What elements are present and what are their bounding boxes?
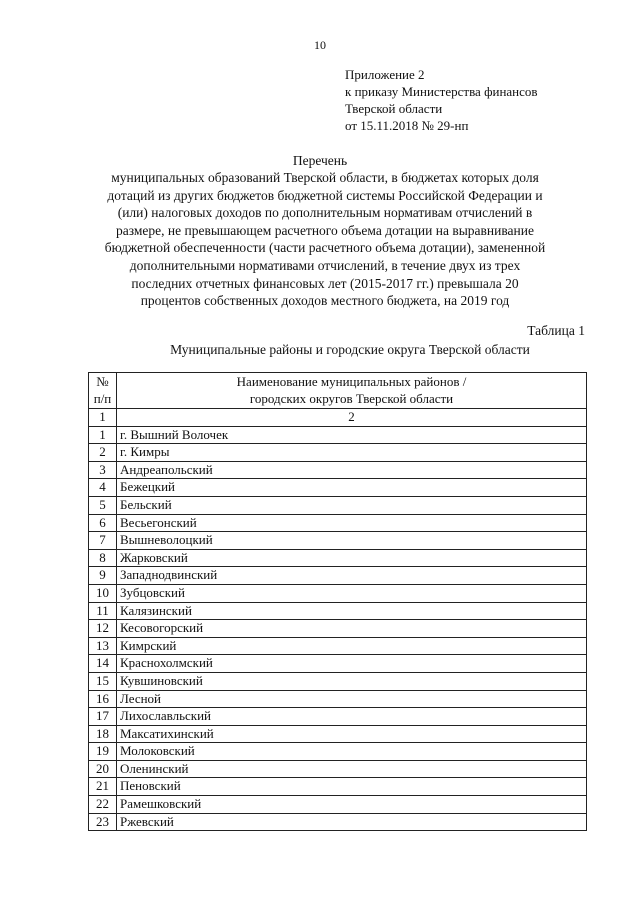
table-row bbox=[89, 813, 587, 831]
table-row bbox=[89, 796, 587, 814]
district-name-cell: Вышневолоцкий bbox=[117, 532, 587, 550]
district-name-cell: Лесной bbox=[117, 690, 587, 708]
table-row bbox=[89, 426, 587, 444]
row-number-cell: 1 bbox=[89, 426, 117, 444]
table-row bbox=[89, 479, 587, 497]
appendix-line: Тверской области bbox=[345, 101, 443, 116]
table-row bbox=[89, 514, 587, 532]
district-name-cell: Бельский bbox=[117, 496, 587, 514]
district-name-cell: Максатихинский bbox=[117, 725, 587, 743]
table-row bbox=[89, 708, 587, 726]
row-number-cell: 18 bbox=[89, 725, 117, 743]
table-row bbox=[89, 602, 587, 620]
title-body-line: (или) налоговых доходов по дополнительным нормативам отчислений в bbox=[117, 205, 533, 221]
table-row bbox=[89, 532, 587, 550]
header-name-line: Наименование муниципальных районов / bbox=[236, 374, 467, 389]
row-number-cell: 2 bbox=[89, 444, 117, 462]
table-row bbox=[89, 620, 587, 638]
row-number-cell: 3 bbox=[89, 461, 117, 479]
document-title: Перечень bbox=[292, 153, 348, 168]
column-number-row bbox=[89, 409, 587, 427]
table-header-row bbox=[89, 373, 587, 409]
row-number-cell: 14 bbox=[89, 655, 117, 673]
row-number-cell: 23 bbox=[89, 813, 117, 831]
district-name-cell: Кесовогорский bbox=[117, 620, 587, 638]
title-body-line: бюджетной обеспеченности (части расчетного объема дотации), замененной bbox=[104, 240, 546, 256]
header-number-cell bbox=[89, 373, 117, 409]
district-name-cell: Весьегонский bbox=[117, 514, 587, 532]
row-number-cell: 4 bbox=[89, 479, 117, 497]
row-number-cell: 8 bbox=[89, 549, 117, 567]
district-name-cell: Молоковский bbox=[117, 743, 587, 761]
appendix-line: к приказу Министерства финансов bbox=[345, 84, 538, 99]
table-row bbox=[89, 549, 587, 567]
table-row bbox=[89, 690, 587, 708]
title-body-line: процентов собственных доходов местного бюджета, на 2019 год bbox=[140, 293, 510, 309]
table-row bbox=[89, 637, 587, 655]
table-row bbox=[89, 743, 587, 761]
district-name-cell: г. Кимры bbox=[117, 444, 587, 462]
row-number-cell: 13 bbox=[89, 637, 117, 655]
district-name-cell: Оленинский bbox=[117, 760, 587, 778]
district-name-cell: Жарковский bbox=[117, 549, 587, 567]
row-number-cell: 7 bbox=[89, 532, 117, 550]
header-number-line: № bbox=[96, 374, 109, 389]
table-caption: Муниципальные районы и городские округа Тверской области bbox=[170, 342, 530, 357]
header-name-cell bbox=[117, 373, 587, 409]
title-body-line: дотаций из других бюджетов бюджетной системы Российской Федерации и bbox=[107, 187, 543, 203]
appendix-line: от 15.11.2018 № 29-нп bbox=[345, 118, 469, 133]
table-row bbox=[89, 655, 587, 673]
header-number-line: п/п bbox=[93, 390, 112, 406]
row-number-cell: 9 bbox=[89, 567, 117, 585]
title-body-line: дополнительными нормативами отчислений, в течение двух из трех bbox=[129, 257, 521, 273]
table-row bbox=[89, 584, 587, 602]
district-name-cell: Ржевский bbox=[117, 813, 587, 831]
table-row bbox=[89, 760, 587, 778]
district-name-cell: г. Вышний Волочек bbox=[117, 426, 587, 444]
district-name-cell: Кувшиновский bbox=[117, 672, 587, 690]
row-number-cell: 6 bbox=[89, 514, 117, 532]
district-name-cell: Краснохолмский bbox=[117, 655, 587, 673]
row-number-cell: 10 bbox=[89, 584, 117, 602]
column-number-cell: 1 bbox=[89, 409, 117, 427]
title-body-line: размере, не превышающем расчетного объема дотации на выравнивание bbox=[116, 222, 534, 238]
table-label: Таблица 1 bbox=[527, 323, 585, 338]
header-name-line: городских округов Тверской области bbox=[249, 390, 454, 406]
document-title-body bbox=[60, 169, 590, 310]
table-row bbox=[89, 461, 587, 479]
row-number-cell: 20 bbox=[89, 760, 117, 778]
table-row bbox=[89, 567, 587, 585]
district-name-cell: Пеновский bbox=[117, 778, 587, 796]
district-name-cell: Западнодвинский bbox=[117, 567, 587, 585]
district-name-cell: Калязинский bbox=[117, 602, 587, 620]
table-row bbox=[89, 496, 587, 514]
districts-table bbox=[88, 372, 587, 831]
title-body-line: муниципальных образований Тверской области, в бюджетах которых доля bbox=[111, 170, 539, 185]
row-number-cell: 17 bbox=[89, 708, 117, 726]
appendix-block bbox=[345, 66, 625, 134]
row-number-cell: 11 bbox=[89, 602, 117, 620]
district-name-cell: Кимрский bbox=[117, 637, 587, 655]
row-number-cell: 15 bbox=[89, 672, 117, 690]
row-number-cell: 16 bbox=[89, 690, 117, 708]
title-body-line: последних отчетных финансовых лет (2015-2017 гг.) превышала 20 bbox=[131, 275, 519, 291]
row-number-cell: 21 bbox=[89, 778, 117, 796]
district-name-cell: Зубцовский bbox=[117, 584, 587, 602]
district-name-cell: Лихославльский bbox=[117, 708, 587, 726]
district-name-cell: Бежецкий bbox=[117, 479, 587, 497]
row-number-cell: 5 bbox=[89, 496, 117, 514]
page-number: 10 bbox=[314, 38, 326, 52]
column-number-cell: 2 bbox=[117, 409, 587, 427]
row-number-cell: 22 bbox=[89, 796, 117, 814]
table-row bbox=[89, 444, 587, 462]
appendix-line: Приложение 2 bbox=[345, 67, 425, 82]
district-name-cell: Рамешковский bbox=[117, 796, 587, 814]
district-name-cell: Андреапольский bbox=[117, 461, 587, 479]
table-row bbox=[89, 725, 587, 743]
row-number-cell: 12 bbox=[89, 620, 117, 638]
table-row bbox=[89, 778, 587, 796]
row-number-cell: 19 bbox=[89, 743, 117, 761]
table-row bbox=[89, 672, 587, 690]
